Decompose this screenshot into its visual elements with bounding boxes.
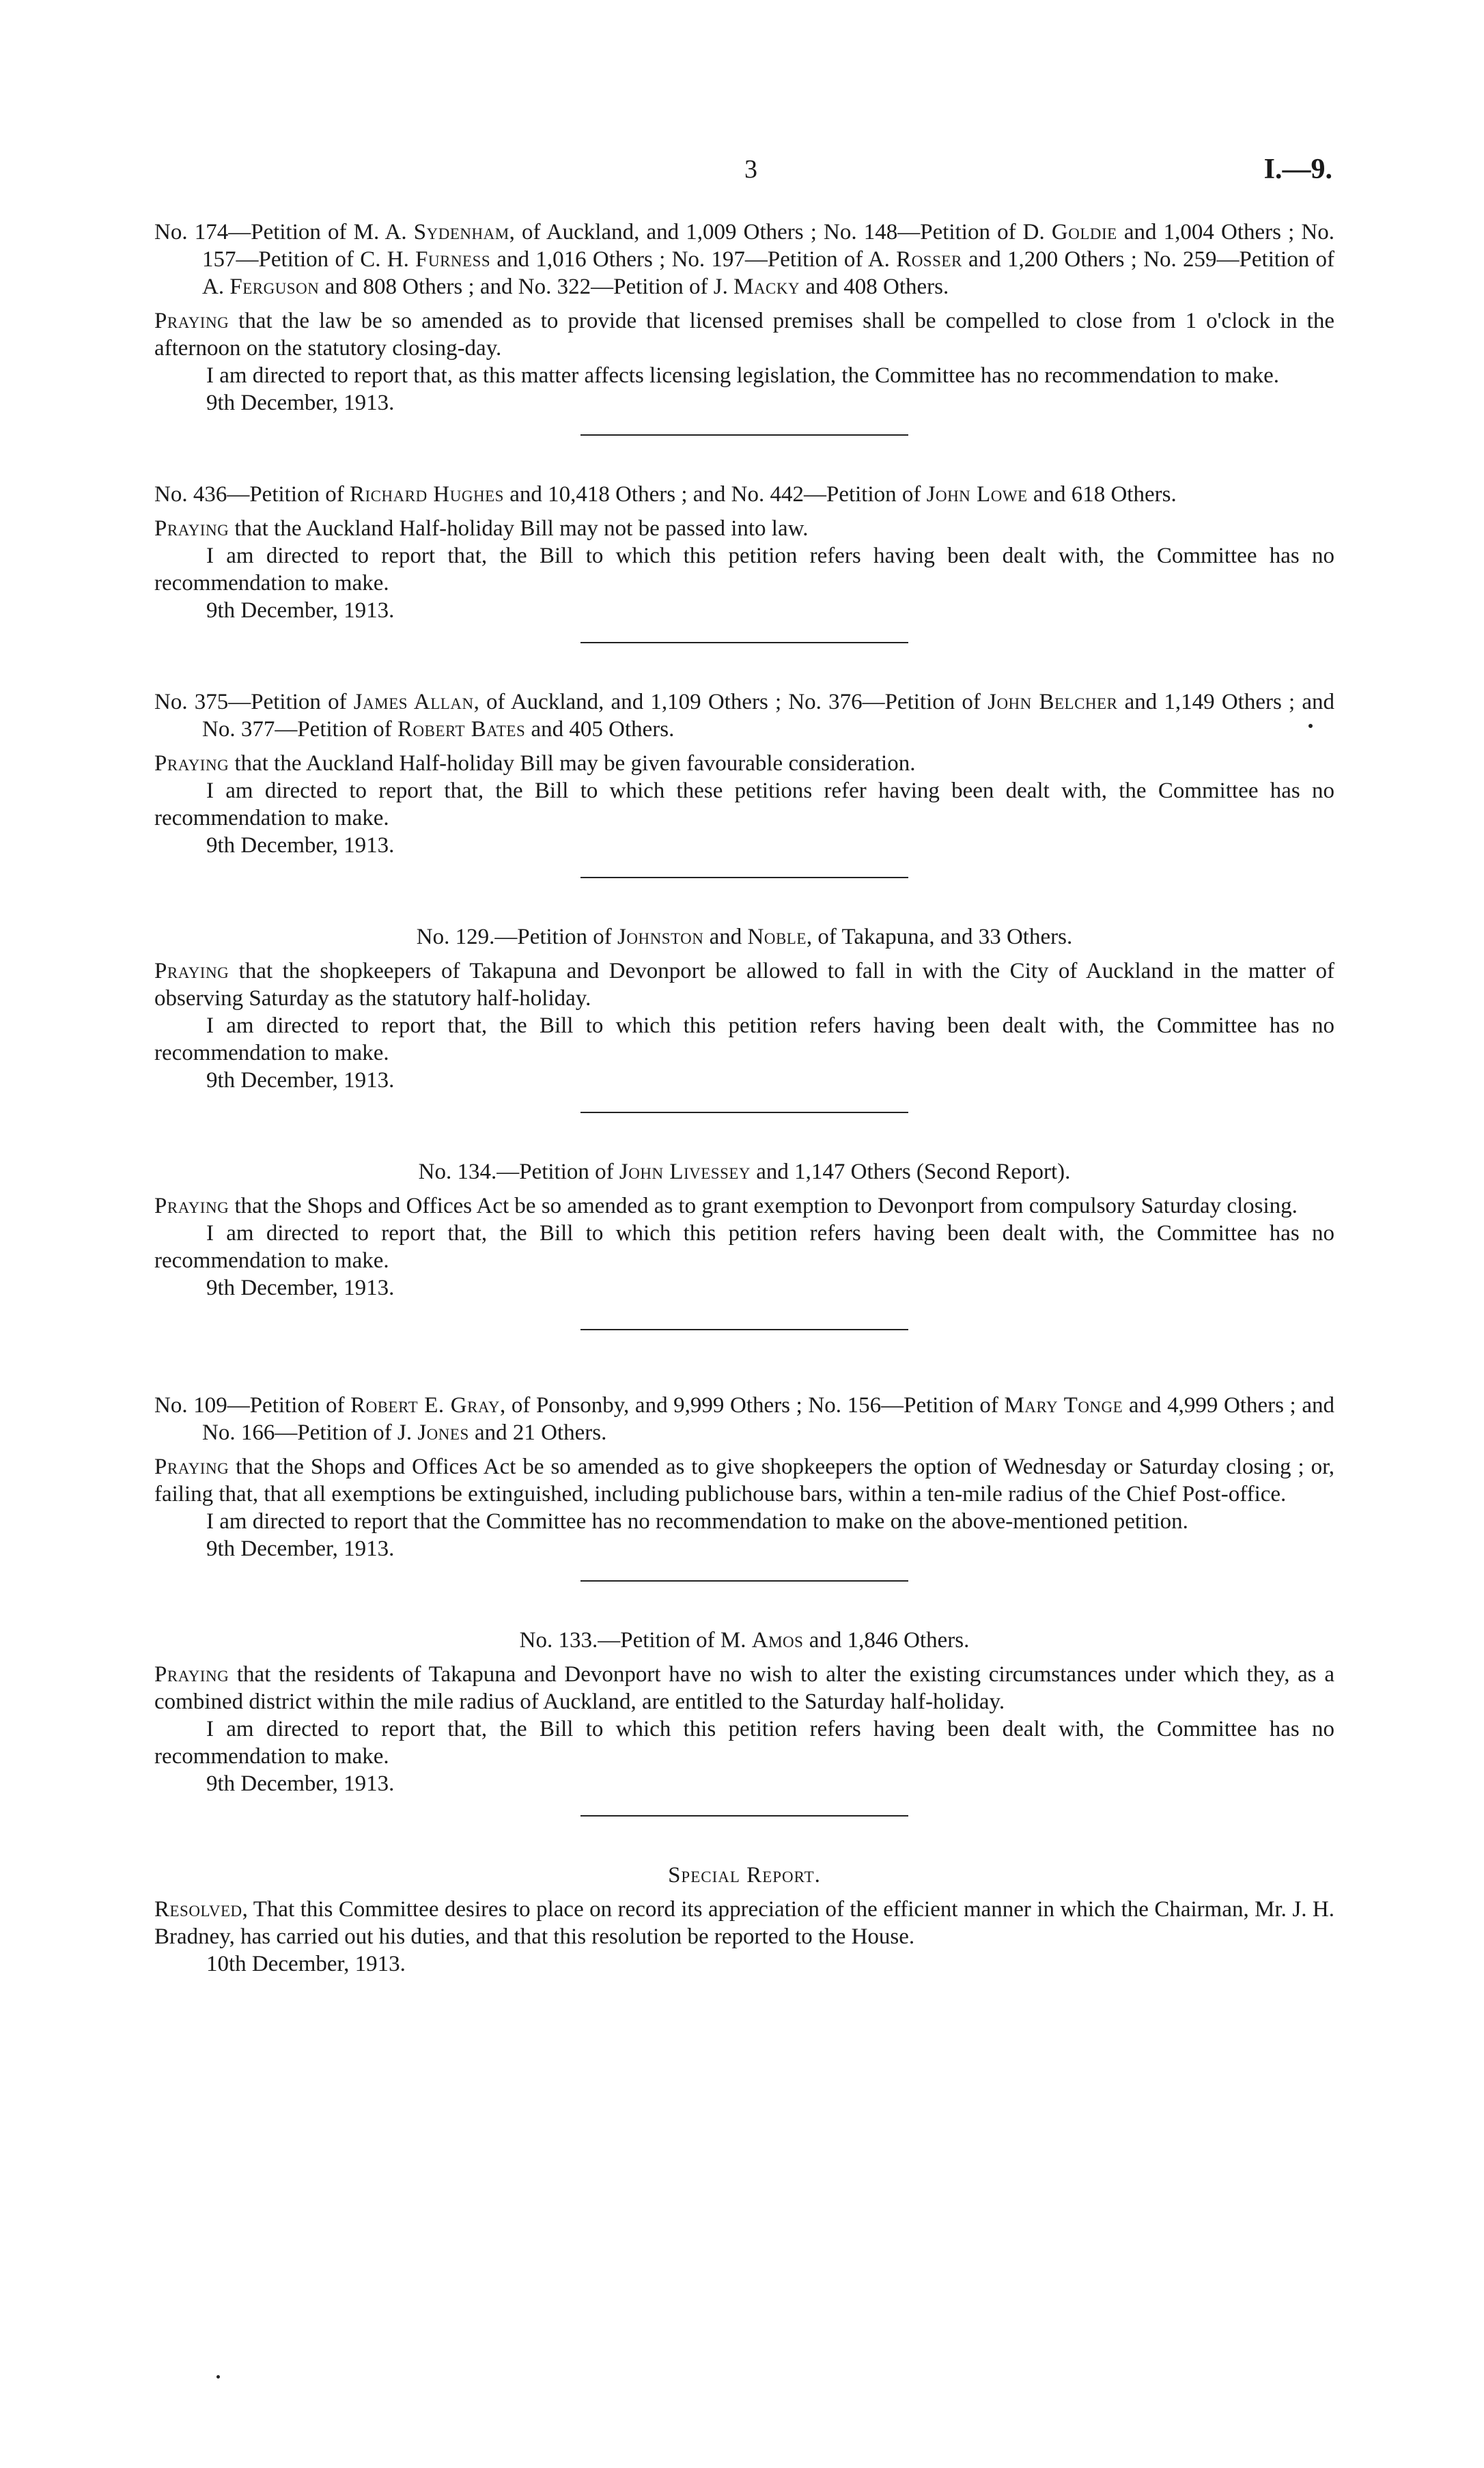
- praying-paragraph: Praying that the Auckland Half-holiday Bill may be given favourable consideration.: [154, 751, 916, 776]
- petition-section: [154, 923, 1334, 1113]
- petition-section: [154, 1158, 1334, 1330]
- petition-heading: No. 375—Petition of James Allan, of Auckland, and 1,109 Others ; No. 376—Petition of John Belcher and 1,149 Others ; and No. 377—Petition of Robert Bates and 405 Others.: [154, 690, 1335, 742]
- praying-paragraph: Praying that the Auckland Half-holiday Bill may not be passed into law.: [154, 516, 809, 541]
- special-report-section: [154, 1862, 1334, 1978]
- resolved-paragraph: Resolved, That this Committee desires to place on record its appreciation of the efficient manner in which the Chairman, Mr. J. H. Bradney, has carried out his duties, and that this resolution be reported to the House.: [154, 1897, 1334, 1949]
- report-paragraph: I am directed to report that, the Bill to which these petitions refer having been dealt with, the Committee has no recommendation to make.: [154, 779, 1334, 830]
- petition-section: [154, 1627, 1334, 1817]
- report-date: 9th December, 1913.: [206, 1537, 395, 1561]
- petition-section: [154, 688, 1334, 878]
- report-paragraph: I am directed to report that, the Bill to which this petition refers having been dealt with, the Committee has no recommendation to make.: [154, 1717, 1334, 1769]
- special-report-title: Special Report.: [668, 1863, 821, 1888]
- petition-heading: No. 134.—Petition of John Livessey and 1,147 Others (Second Report).: [418, 1160, 1071, 1184]
- page-number: 3: [744, 155, 757, 184]
- petition-section: [154, 219, 1334, 436]
- petition-heading: No. 133.—Petition of M. Amos and 1,846 Others.: [519, 1628, 970, 1653]
- report-date: 9th December, 1913.: [206, 1276, 395, 1300]
- report-date: 10th December, 1913.: [206, 1952, 406, 1976]
- stray-ink-mark: [1308, 724, 1313, 728]
- report-paragraph: I am directed to report that, as this matter affects licensing legislation, the Committee has no recommendation to make.: [206, 363, 1280, 388]
- petition-heading: No. 129.—Petition of Johnston and Noble, of Takapuna, and 33 Others.: [416, 925, 1073, 949]
- report-date: 9th December, 1913.: [206, 1771, 395, 1796]
- report-paragraph: I am directed to report that, the Bill to which this petition refers having been dealt with, the Committee has no recommendation to make.: [154, 1013, 1334, 1065]
- praying-paragraph: Praying that the Shops and Offices Act be so amended as to grant exemption to Devonport from compulsory Saturday closing.: [154, 1194, 1298, 1218]
- report-date: 9th December, 1913.: [206, 1068, 395, 1093]
- report-paragraph: I am directed to report that, the Bill to which this petition refers having been dealt with, the Committee has no recommendation to make.: [154, 1221, 1334, 1273]
- praying-paragraph: Praying that the residents of Takapuna and Devonport have no wish to alter the existing circumstances under which they, as a combined district within the mile radius of Auckland, are entitled to the Saturday half-holiday.: [154, 1662, 1334, 1714]
- stray-ink-mark: [216, 2375, 220, 2379]
- document-body: [154, 219, 1334, 1978]
- praying-paragraph: Praying that the law be so amended as to provide that licensed premises shall be compelled to close from 1 o'clock in the afternoon on the statutory closing-day.: [154, 309, 1334, 361]
- page-reference: I.—9.: [1263, 154, 1332, 185]
- petition-heading: No. 174—Petition of M. A. Sydenham, of Auckland, and 1,009 Others ; No. 148—Petition of D. Goldie and 1,004 Others ; No. 157—Petition of C. H. Furness and 1,016 Others ; No. 197—Petition of A. Rosser and 1,200 Others ; No. 259—Petition of A. Ferguson and 808 Others ; and No. 322—Petition of J. Macky and 408 Others.: [154, 220, 1334, 299]
- report-date: 9th December, 1913.: [206, 598, 395, 623]
- praying-paragraph: Praying that the shopkeepers of Takapuna and Devonport be allowed to fall in with the City of Auckland in the matter of observing Saturday as the statutory half-holiday.: [154, 959, 1334, 1011]
- report-paragraph: I am directed to report that, the Bill to which this petition refers having been dealt with, the Committee has no recommendation to make.: [154, 544, 1334, 595]
- petition-section: [154, 1392, 1334, 1582]
- report-date: 9th December, 1913.: [206, 833, 395, 858]
- petition-heading: No. 436—Petition of Richard Hughes and 10,418 Others ; and No. 442—Petition of John Lowe and 618 Others.: [154, 482, 1177, 507]
- petition-section: [154, 481, 1334, 643]
- report-date: 9th December, 1913.: [206, 391, 395, 415]
- report-paragraph: I am directed to report that the Committee has no recommendation to make on the above-mentioned petition.: [206, 1509, 1188, 1534]
- petition-heading: No. 109—Petition of Robert E. Gray, of Ponsonby, and 9,999 Others ; No. 156—Petition of Mary Tonge and 4,999 Others ; and No. 166—Petition of J. Jones and 21 Others.: [154, 1393, 1334, 1445]
- praying-paragraph: Praying that the Shops and Offices Act be so amended as to give shopkeepers the option of Wednesday or Saturday closing ; or, failing that, that all exemptions be extinguished, including publichouse bars, within a ten-mile radius of the Chief Post-office.: [154, 1455, 1334, 1506]
